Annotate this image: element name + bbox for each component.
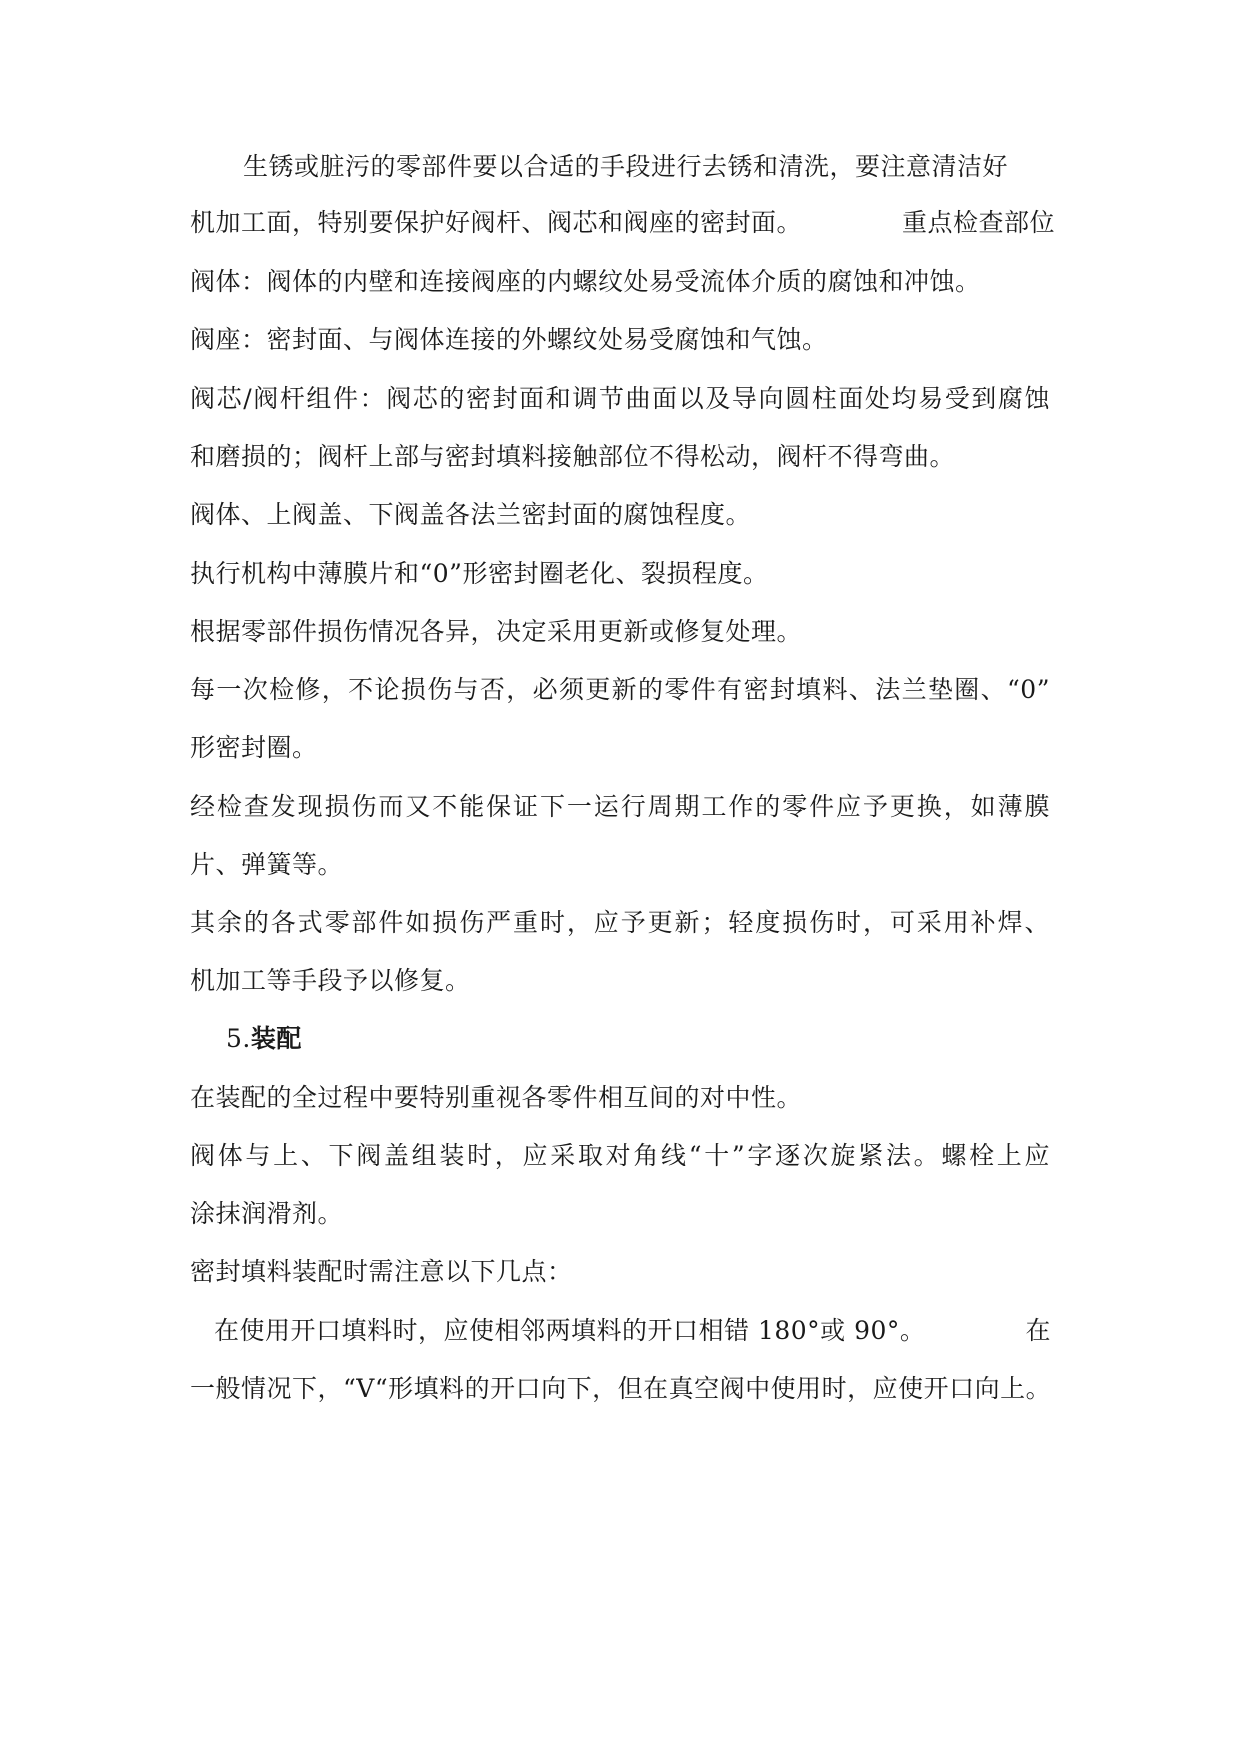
paragraph-line: 根据零部件损伤情况各异，决定采用更新或修复处理。: [190, 617, 803, 646]
paragraph-line: 阀体：阀体的内壁和连接阀座的内螺纹处易受流体介质的腐蚀和冲蚀。: [190, 267, 981, 296]
paragraph-line: 片、弹簧等。: [190, 850, 344, 879]
paragraph-line: 阀体与上、下阀盖组装时，应采取对角线“十”字逐次旋紧法。螺栓上应: [190, 1141, 1050, 1170]
heading-number: 5.: [226, 1024, 251, 1053]
paragraph-line: 阀芯/阀杆组件：阀芯的密封面和调节曲面以及导向圆柱面处均易受到腐蚀: [190, 384, 1050, 413]
text-segment: 重点检查部位: [902, 208, 1056, 237]
text-segment: 机加工面，特别要保护好阀杆、阀芯和阀座的密封面。: [190, 208, 803, 237]
paragraph-line: 每一次检修，不论损伤与否，必须更新的零件有密封填料、法兰垫圈、“0”: [190, 675, 1050, 704]
text-segment: 在: [1025, 1316, 1051, 1345]
paragraph-line: 和磨损的；阀杆上部与密封填料接触部位不得松动，阀杆不得弯曲。: [190, 442, 956, 471]
heading-text: 装配: [250, 1024, 302, 1053]
text-segment: 在使用开口填料时，应使相邻两填料的开口相错 180°或 90°。: [214, 1316, 926, 1345]
paragraph-line: 经检查发现损伤而又不能保证下一运行周期工作的零件应予更换，如薄膜: [190, 792, 1050, 821]
paragraph-line: 密封填料装配时需注意以下几点：: [190, 1257, 573, 1286]
paragraph-line: [190, 208, 1055, 238]
paragraph-line: 机加工等手段予以修复。: [190, 966, 471, 995]
section-heading: [226, 1024, 302, 1054]
paragraph-line: 阀座：密封面、与阀体连接的外螺纹处易受腐蚀和气蚀。: [190, 325, 828, 354]
paragraph-line: 一般情况下，“V“形填料的开口向下，但在真空阀中使用时，应使开口向上。: [190, 1374, 1052, 1403]
paragraph-line: [214, 1316, 1051, 1346]
paragraph-line: 执行机构中薄膜片和“0”形密封圈老化、裂损程度。: [190, 559, 769, 588]
paragraph-line: 生锈或脏污的零部件要以合适的手段进行去锈和清洗，要注意清洁好: [243, 152, 1009, 181]
paragraph-line: 阀体、上阀盖、下阀盖各法兰密封面的腐蚀程度。: [190, 500, 752, 529]
paragraph-line: 形密封圈。: [190, 733, 318, 762]
paragraph-line: 在装配的全过程中要特别重视各零件相互间的对中性。: [190, 1083, 803, 1112]
paragraph-line: 其余的各式零部件如损伤严重时，应予更新；轻度损伤时，可采用补焊、: [190, 908, 1050, 937]
paragraph-line: 涂抹润滑剂。: [190, 1199, 344, 1228]
